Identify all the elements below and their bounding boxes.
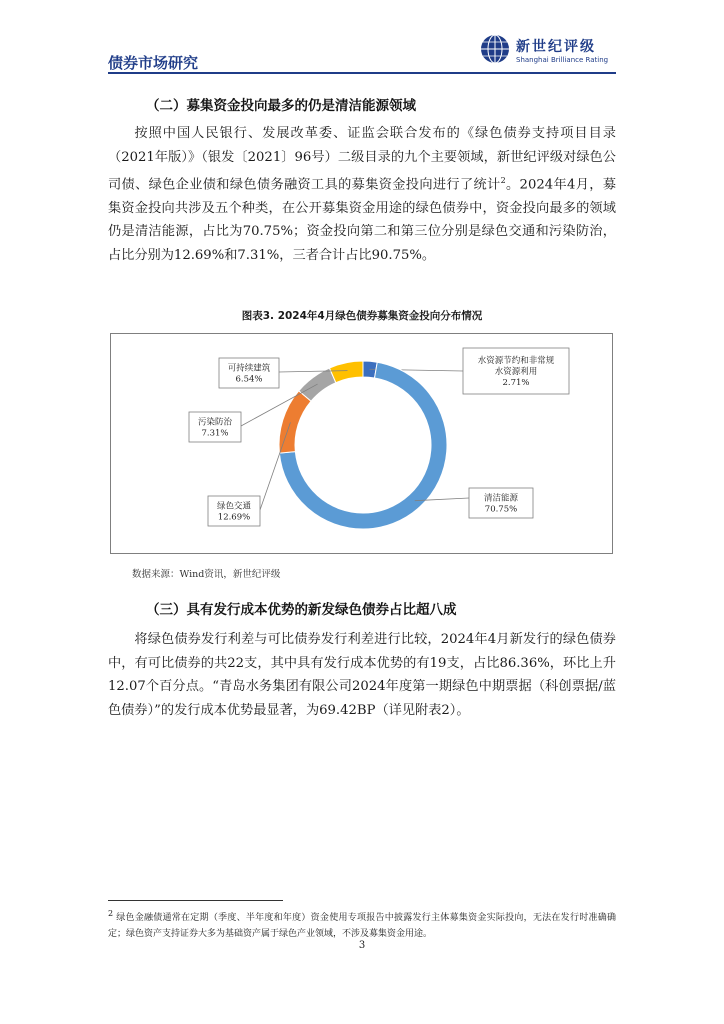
slice-category-label: 清洁能源 <box>483 493 519 504</box>
figure-source: 数据来源：Wind资讯，新世纪评级 <box>132 569 281 580</box>
footnote-divider <box>108 900 283 901</box>
slice-value-label: 7.31% <box>201 428 229 439</box>
slice-category-label: 绿色交通 <box>216 501 252 512</box>
donut-slice <box>329 361 363 383</box>
slice-value-label: 12.69% <box>217 512 251 523</box>
logo-english-name: Shanghai Brilliance Rating <box>516 56 609 64</box>
paragraph-text-a: 按照中国人民银行、发展改革委、证监会联合发布的《绿色债券支持项目目录（2021年版）》（银发〔2021〕96号）二级目录的九个主要领域，新世纪评级对绿色公司债、绿色企业债和绿色债务融资工具的募集资金投向进行了统计 <box>108 126 616 193</box>
brand-logo <box>480 34 620 70</box>
figure-caption: 图表3. 2024年4月绿色债券募集资金投向分布情况 <box>241 310 483 322</box>
slice-category-label: 水资源节约和非常规 <box>477 356 555 366</box>
section-2-paragraph <box>108 122 616 267</box>
slice-value-label: 2.71% <box>502 378 530 388</box>
donut-slice <box>279 391 311 453</box>
footnote-number: 2 <box>108 909 114 918</box>
globe-logo-icon <box>480 34 510 64</box>
footnote-text: 绿色金融债通常在定期（季度、半年度和年度）资金使用专项报告中披露发行主体募集资金实际投向，无法在发行时准确确定；绿色资产支持证券大多为基础资产属于绿色产业领域，不涉及募集资金用途。 <box>108 913 616 939</box>
paragraph-text-b: 。2024年4月，募集资金投向共涉及五个种类，在公开募集资金用途的绿色债券中，资金投向最多的领域仍是清洁能源，占比为70.75%；资金投向第二和第三位分别是绿色交通和污染防治，占比分别为12.69%和7.31%，三者合计占比90.75%。 <box>108 177 617 263</box>
section-3-paragraph: 将绿色债券发行利差与可比债券发行利差进行比较，2024年4月新发行的绿色债券中，有可比债券的共22支，其中具有发行成本优势的有19支，占比86.36%，环比上升12.07个百分点。“青岛水务集团有限公司2024年度第一期绿色中期票据（科创票据/蓝色债券）”的发行成本优势最显著，为69.42BP（详见附表2）。 <box>108 632 616 718</box>
section-heading-3: （三）具有发行成本优势的新发绿色债券占比超八成 <box>146 602 457 618</box>
slice-category-label: 水资源利用 <box>494 367 538 377</box>
footnote <box>108 906 616 942</box>
chart-frame <box>110 333 613 554</box>
donut-chart <box>111 334 612 553</box>
slice-category-label: 可持续建筑 <box>227 363 271 374</box>
header-divider <box>108 72 616 74</box>
logo-chinese-name: 新世纪评级 <box>516 39 596 55</box>
slice-value-label: 6.54% <box>235 374 263 385</box>
slice-value-label: 70.75% <box>484 504 518 515</box>
page-number: 3 <box>358 940 366 951</box>
slice-category-label: 污染防治 <box>197 417 233 428</box>
header-title: 债券市场研究 <box>108 54 199 72</box>
footnote-reference[interactable]: 2 <box>500 176 506 185</box>
section-heading-2: （二）募集资金投向最多的仍是清洁能源领域 <box>146 98 416 114</box>
